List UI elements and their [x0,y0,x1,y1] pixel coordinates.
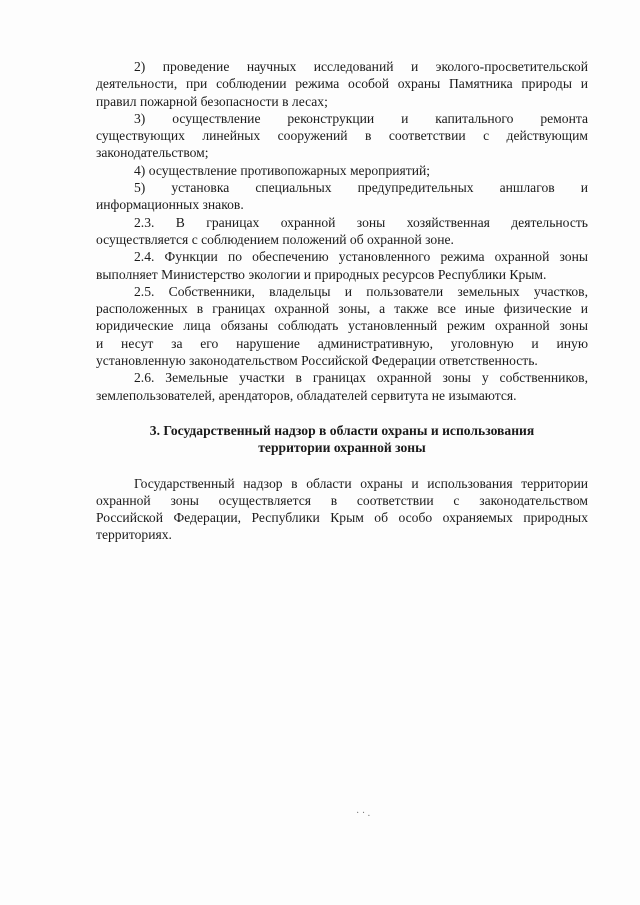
text-line: информационных знаков. [96,197,244,213]
document-body [96,58,588,544]
heading-line: территории охранной зоны [258,440,426,456]
section-3-body [96,475,588,544]
text-line: 3) осуществление реконструкции и капитального ремонта [134,110,588,126]
text-line: юридические лица обязаны соблюдать установленный режим охранной зоны [96,318,588,334]
clause-2-5 [96,283,588,369]
text-line: Российской Федерации, Республики Крым об особо охраняемых природных [96,510,588,526]
text-line: территориях. [96,527,172,543]
text-line: расположенных в границах охранной зоны, а также все иные физические и [96,301,588,317]
text-line: осуществляется с соблюдением положений об охранной зоне. [96,231,454,247]
clause-2-3 [96,214,588,249]
text-line: 5) установка специальных предупредительных аншлагов и [134,180,588,196]
list-item-3 [96,110,588,162]
text-line: 2.3. В границах охранной зоны хозяйственная деятельность [134,214,588,230]
scan-artifact: · · . [356,808,371,819]
text-line: Государственный надзор в области охраны и использования территории [134,475,588,491]
text-line: 2.6. Земельные участки в границах охранной зоны у собственников, [134,370,588,386]
text-line: и несут за его нарушение административную, уголовную и иную [96,335,588,351]
text-line: правил пожарной безопасности в лесах; [96,93,328,109]
text-line: 2) проведение научных исследований и эколого-просветительской [134,59,588,74]
heading-line: 3. Государственный надзор в области охраны и использования [149,422,535,438]
text-line: деятельности, при соблюдении режима особой охраны Памятника природы и [96,76,588,92]
list-item-4 [96,162,588,179]
text-line: существующих линейных сооружений в соответствии с действующим [96,128,588,144]
text-line: выполняет Министерство экологии и природных ресурсов Республики Крым. [96,266,547,282]
text-line: 2.4. Функции по обеспечению установленного режима охранной зоны [134,249,588,265]
section-3-heading [96,422,588,457]
text-line: 2.5. Собственники, владельцы и пользователи земельных участков, [134,283,588,299]
text-line: 4) осуществление противопожарных мероприятий; [134,162,431,178]
list-item-2 [96,58,588,110]
list-item-5 [96,179,588,214]
text-line: охранной зоны осуществляется в соответствии с законодательством [96,492,588,508]
text-line: землепользователей, арендаторов, обладателей сервитута не изымаются. [96,387,517,403]
clause-2-4 [96,248,588,283]
text-line: установленную законодательством Российской Федерации ответственность. [96,353,538,369]
text-line: законодательством; [96,145,209,161]
clause-2-6 [96,369,588,404]
